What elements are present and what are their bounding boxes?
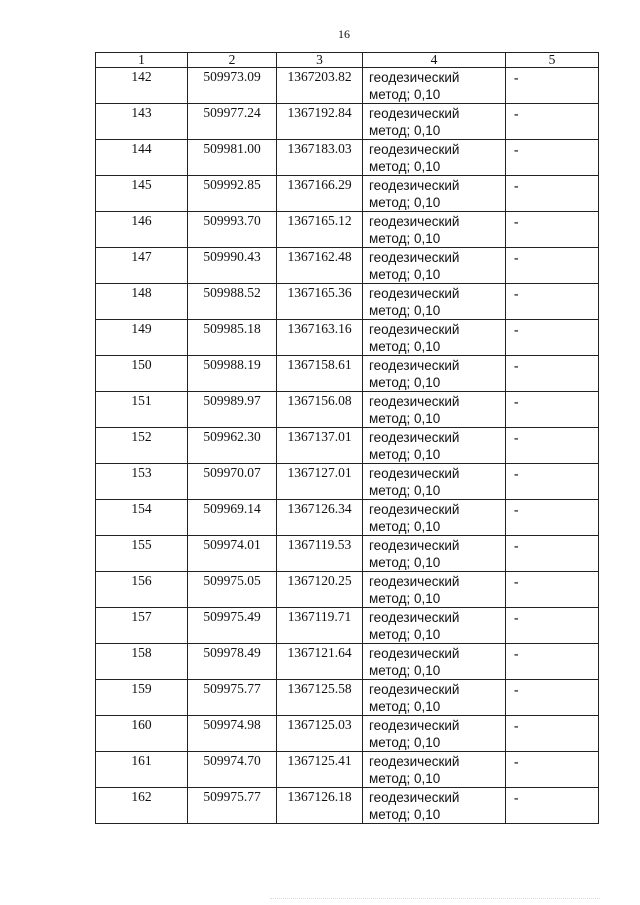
point-number-cell: 150 — [96, 356, 188, 392]
footer-scan-marks — [270, 894, 600, 899]
method-line-2: метод; 0,10 — [369, 339, 441, 354]
table-header — [96, 53, 599, 68]
table-row — [96, 500, 599, 536]
note-cell: - — [506, 212, 599, 248]
method-cell — [363, 104, 506, 140]
note-cell: - — [506, 140, 599, 176]
note-cell: - — [506, 788, 599, 824]
table-row — [96, 392, 599, 428]
method-cell — [363, 68, 506, 104]
point-number-cell: 151 — [96, 392, 188, 428]
method-line-2: метод; 0,10 — [369, 519, 441, 534]
method-line-1: геодезический — [369, 538, 460, 553]
x-coordinate-cell: 509975.05 — [188, 572, 277, 608]
method-cell — [363, 716, 506, 752]
note-cell: - — [506, 536, 599, 572]
method-cell — [363, 536, 506, 572]
method-cell — [363, 356, 506, 392]
table-row — [96, 716, 599, 752]
method-cell — [363, 248, 506, 284]
y-coordinate-cell: 1367162.48 — [277, 248, 363, 284]
note-cell: - — [506, 104, 599, 140]
method-cell — [363, 788, 506, 824]
method-line-2: метод; 0,10 — [369, 807, 441, 822]
point-number-cell: 146 — [96, 212, 188, 248]
method-line-1: геодезический — [369, 394, 460, 409]
method-line-1: геодезический — [369, 754, 460, 769]
note-cell: - — [506, 392, 599, 428]
point-number-cell: 148 — [96, 284, 188, 320]
note-cell: - — [506, 428, 599, 464]
y-coordinate-cell: 1367119.71 — [277, 608, 363, 644]
x-coordinate-cell: 509973.09 — [188, 68, 277, 104]
method-cell — [363, 176, 506, 212]
point-number-cell: 142 — [96, 68, 188, 104]
y-coordinate-cell: 1367121.64 — [277, 644, 363, 680]
y-coordinate-cell: 1367126.18 — [277, 788, 363, 824]
table-row — [96, 788, 599, 824]
method-line-2: метод; 0,10 — [369, 447, 441, 462]
method-cell — [363, 212, 506, 248]
point-number-cell: 147 — [96, 248, 188, 284]
method-line-1: геодезический — [369, 214, 460, 229]
table-row — [96, 428, 599, 464]
note-cell: - — [506, 176, 599, 212]
x-coordinate-cell: 509974.98 — [188, 716, 277, 752]
method-line-2: метод; 0,10 — [369, 483, 441, 498]
x-coordinate-cell: 509988.19 — [188, 356, 277, 392]
header-row — [96, 53, 599, 68]
method-line-1: геодезический — [369, 106, 460, 121]
point-number-cell: 159 — [96, 680, 188, 716]
method-line-2: метод; 0,10 — [369, 303, 441, 318]
method-line-1: геодезический — [369, 358, 460, 373]
method-line-1: геодезический — [369, 718, 460, 733]
note-cell: - — [506, 644, 599, 680]
method-line-2: метод; 0,10 — [369, 123, 441, 138]
point-number-cell: 161 — [96, 752, 188, 788]
note-cell: - — [506, 608, 599, 644]
y-coordinate-cell: 1367137.01 — [277, 428, 363, 464]
table-row — [96, 752, 599, 788]
x-coordinate-cell: 509974.70 — [188, 752, 277, 788]
y-coordinate-cell: 1367156.08 — [277, 392, 363, 428]
method-line-1: геодезический — [369, 250, 460, 265]
x-coordinate-cell: 509990.43 — [188, 248, 277, 284]
column-header-2: 2 — [188, 53, 277, 68]
table-row — [96, 572, 599, 608]
y-coordinate-cell: 1367120.25 — [277, 572, 363, 608]
y-coordinate-cell: 1367165.36 — [277, 284, 363, 320]
x-coordinate-cell: 509975.77 — [188, 680, 277, 716]
method-line-2: метод; 0,10 — [369, 87, 441, 102]
note-cell: - — [506, 464, 599, 500]
method-line-1: геодезический — [369, 286, 460, 301]
y-coordinate-cell: 1367183.03 — [277, 140, 363, 176]
table-row — [96, 680, 599, 716]
y-coordinate-cell: 1367126.34 — [277, 500, 363, 536]
x-coordinate-cell: 509993.70 — [188, 212, 277, 248]
method-line-1: геодезический — [369, 322, 460, 337]
coordinates-table — [95, 52, 599, 824]
x-coordinate-cell: 509977.24 — [188, 104, 277, 140]
method-line-1: геодезический — [369, 682, 460, 697]
method-cell — [363, 500, 506, 536]
note-cell: - — [506, 356, 599, 392]
column-header-1: 1 — [96, 53, 188, 68]
x-coordinate-cell: 509992.85 — [188, 176, 277, 212]
table-row — [96, 104, 599, 140]
y-coordinate-cell: 1367127.01 — [277, 464, 363, 500]
point-number-cell: 149 — [96, 320, 188, 356]
method-line-1: геодезический — [369, 430, 460, 445]
table-row — [96, 284, 599, 320]
method-line-2: метод; 0,10 — [369, 699, 441, 714]
y-coordinate-cell: 1367119.53 — [277, 536, 363, 572]
y-coordinate-cell: 1367125.03 — [277, 716, 363, 752]
table-row — [96, 608, 599, 644]
table-row — [96, 140, 599, 176]
method-cell — [363, 284, 506, 320]
column-header-5: 5 — [506, 53, 599, 68]
point-number-cell: 152 — [96, 428, 188, 464]
point-number-cell: 157 — [96, 608, 188, 644]
point-number-cell: 143 — [96, 104, 188, 140]
table-body — [96, 68, 599, 824]
method-line-2: метод; 0,10 — [369, 663, 441, 678]
method-cell — [363, 752, 506, 788]
method-cell — [363, 644, 506, 680]
column-header-4: 4 — [363, 53, 506, 68]
note-cell: - — [506, 500, 599, 536]
method-cell — [363, 680, 506, 716]
table-row — [96, 356, 599, 392]
x-coordinate-cell: 509988.52 — [188, 284, 277, 320]
method-line-2: метод; 0,10 — [369, 555, 441, 570]
note-cell: - — [506, 320, 599, 356]
method-line-2: метод; 0,10 — [369, 267, 441, 282]
note-cell: - — [506, 716, 599, 752]
point-number-cell: 154 — [96, 500, 188, 536]
table-row — [96, 644, 599, 680]
method-line-2: метод; 0,10 — [369, 735, 441, 750]
note-cell: - — [506, 284, 599, 320]
method-line-2: метод; 0,10 — [369, 159, 441, 174]
x-coordinate-cell: 509975.77 — [188, 788, 277, 824]
table-row — [96, 536, 599, 572]
method-cell — [363, 392, 506, 428]
table-row — [96, 464, 599, 500]
method-line-2: метод; 0,10 — [369, 771, 441, 786]
method-line-1: геодезический — [369, 574, 460, 589]
method-line-1: геодезический — [369, 142, 460, 157]
method-line-2: метод; 0,10 — [369, 195, 441, 210]
method-line-1: геодезический — [369, 502, 460, 517]
point-number-cell: 145 — [96, 176, 188, 212]
point-number-cell: 158 — [96, 644, 188, 680]
point-number-cell: 144 — [96, 140, 188, 176]
method-line-2: метод; 0,10 — [369, 591, 441, 606]
method-line-2: метод; 0,10 — [369, 411, 441, 426]
method-cell — [363, 140, 506, 176]
method-line-2: метод; 0,10 — [369, 231, 441, 246]
point-number-cell: 160 — [96, 716, 188, 752]
x-coordinate-cell: 509975.49 — [188, 608, 277, 644]
page-number: 16 — [338, 27, 350, 41]
note-cell: - — [506, 752, 599, 788]
table-row — [96, 212, 599, 248]
x-coordinate-cell: 509969.14 — [188, 500, 277, 536]
y-coordinate-cell: 1367192.84 — [277, 104, 363, 140]
x-coordinate-cell: 509981.00 — [188, 140, 277, 176]
method-line-1: геодезический — [369, 178, 460, 193]
method-cell — [363, 428, 506, 464]
method-line-2: метод; 0,10 — [369, 375, 441, 390]
method-line-1: геодезический — [369, 646, 460, 661]
method-line-1: геодезический — [369, 610, 460, 625]
point-number-cell: 156 — [96, 572, 188, 608]
method-line-1: геодезический — [369, 466, 460, 481]
method-line-2: метод; 0,10 — [369, 627, 441, 642]
y-coordinate-cell: 1367203.82 — [277, 68, 363, 104]
method-cell — [363, 608, 506, 644]
method-cell — [363, 320, 506, 356]
x-coordinate-cell: 509962.30 — [188, 428, 277, 464]
method-cell — [363, 572, 506, 608]
column-header-3: 3 — [277, 53, 363, 68]
x-coordinate-cell: 509989.97 — [188, 392, 277, 428]
note-cell: - — [506, 572, 599, 608]
table-row — [96, 248, 599, 284]
y-coordinate-cell: 1367163.16 — [277, 320, 363, 356]
method-line-1: геодезический — [369, 70, 460, 85]
y-coordinate-cell: 1367125.58 — [277, 680, 363, 716]
table-row — [96, 68, 599, 104]
table-row — [96, 320, 599, 356]
method-cell — [363, 464, 506, 500]
y-coordinate-cell: 1367125.41 — [277, 752, 363, 788]
table-row — [96, 176, 599, 212]
y-coordinate-cell: 1367166.29 — [277, 176, 363, 212]
point-number-cell: 162 — [96, 788, 188, 824]
x-coordinate-cell: 509985.18 — [188, 320, 277, 356]
x-coordinate-cell: 509978.49 — [188, 644, 277, 680]
x-coordinate-cell: 509974.01 — [188, 536, 277, 572]
note-cell: - — [506, 68, 599, 104]
note-cell: - — [506, 680, 599, 716]
y-coordinate-cell: 1367165.12 — [277, 212, 363, 248]
point-number-cell: 155 — [96, 536, 188, 572]
point-number-cell: 153 — [96, 464, 188, 500]
note-cell: - — [506, 248, 599, 284]
x-coordinate-cell: 509970.07 — [188, 464, 277, 500]
method-line-1: геодезический — [369, 790, 460, 805]
y-coordinate-cell: 1367158.61 — [277, 356, 363, 392]
